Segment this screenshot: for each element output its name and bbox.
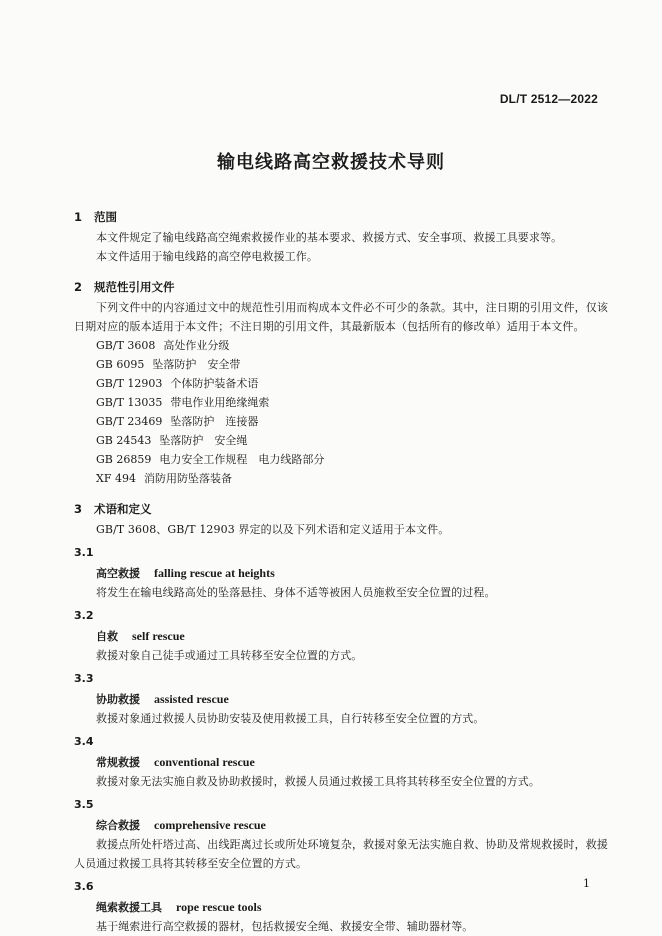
reference-item <box>74 412 608 431</box>
term-heading <box>74 563 608 583</box>
term-chinese: 综合救援 <box>96 819 140 832</box>
document-title: 输电线路高空救援技术导则 <box>217 152 445 173</box>
term-entry <box>74 669 608 728</box>
reference-title: 消防用防坠落装备 <box>143 472 232 485</box>
term-heading <box>74 689 608 709</box>
scope-paragraph: 本文件适用于输电线路的高空停电救援工作。 <box>96 250 318 263</box>
term-definition: 救援对象通过救援人员协助安装及使用救援工具，自行转移至安全位置的方式。 <box>96 712 485 725</box>
reference-item <box>74 450 608 469</box>
term-number: 3.1 <box>74 546 94 559</box>
term-heading <box>74 752 608 772</box>
reference-item <box>74 469 608 488</box>
term-english: assisted rescue <box>154 692 229 706</box>
term-definition: 救援对象自己徒手或通过工具转移至安全位置的方式。 <box>96 649 363 662</box>
section-heading-terms <box>74 498 608 520</box>
section-title: 规范性引用文件 <box>94 280 175 294</box>
term-definition: 将发生在输电线路高处的坠落悬挂、身体不适等被困人员施救至安全位置的过程。 <box>96 586 496 599</box>
reference-title: 带电作业用绝缘绳索 <box>170 396 270 409</box>
term-entry <box>74 732 608 791</box>
term-chinese: 绳索救援工具 <box>96 901 162 914</box>
term-heading <box>74 897 608 917</box>
term-english: falling rescue at heights <box>154 566 275 580</box>
reference-item <box>74 374 608 393</box>
section-number: 1 <box>74 210 83 224</box>
section-number: 3 <box>74 502 83 516</box>
document-body <box>74 206 608 936</box>
term-definition: 救援对象无法实施自救及协助救援时，救援人员通过救援工具将其转移至安全位置的方式。 <box>96 775 540 788</box>
reference-list <box>74 336 608 488</box>
term-entry <box>74 877 608 936</box>
page-number: 1 <box>583 877 590 890</box>
section-title: 范围 <box>94 210 117 224</box>
term-english: conventional rescue <box>154 755 255 769</box>
terms-intro: GB/T 3608、GB/T 12903 界定的以及下列术语和定义适用于本文件。 <box>96 523 450 536</box>
section-heading-normative <box>74 276 608 298</box>
reference-item <box>74 393 608 412</box>
reference-code: GB 6095 <box>96 358 145 371</box>
reference-title: 电力安全工作规程 电力线路部分 <box>159 453 325 466</box>
term-entry <box>74 795 608 873</box>
term-english: comprehensive rescue <box>154 818 266 832</box>
term-chinese: 自救 <box>96 630 118 643</box>
reference-item <box>74 336 608 355</box>
term-english: rope rescue tools <box>176 900 262 914</box>
term-english: self rescue <box>132 629 185 643</box>
term-heading <box>74 815 608 835</box>
term-entry <box>74 543 608 602</box>
term-definition: 救援点所处杆塔过高、出线距离过长或所处环境复杂，救援对象无法实施自救、协助及常规救援时，救援人员通过救援工具将其转移至安全位置的方式。 <box>74 838 608 870</box>
reference-title: 高处作业分级 <box>163 339 230 352</box>
term-chinese: 常规救援 <box>96 756 140 769</box>
term-chinese: 协助救援 <box>96 693 140 706</box>
term-number: 3.5 <box>74 798 94 811</box>
term-heading <box>74 626 608 646</box>
term-definition: 基于绳索进行高空救援的器材，包括救援安全绳、救援安全带、辅助器材等。 <box>96 920 474 933</box>
reference-code: GB/T 13035 <box>96 396 163 409</box>
reference-item <box>74 355 608 374</box>
reference-title: 坠落防护 安全带 <box>152 358 241 371</box>
term-number: 3.3 <box>74 672 94 685</box>
reference-code: GB/T 23469 <box>96 415 163 428</box>
reference-code: XF 494 <box>96 472 136 485</box>
reference-item <box>74 431 608 450</box>
reference-title: 坠落防护 安全绳 <box>159 434 248 447</box>
normative-intro: 下列文件中的内容通过文中的规范性引用而构成本文件必不可少的条款。其中，注日期的引用文件，仅该日期对应的版本适用于本文件；不注日期的引用文件，其最新版本（包括所有的修改单）适用于本文件。 <box>74 301 608 333</box>
reference-code: GB/T 3608 <box>96 339 156 352</box>
term-entry <box>74 606 608 665</box>
section-heading-scope <box>74 206 608 228</box>
reference-code: GB/T 12903 <box>96 377 163 390</box>
scope-paragraph: 本文件规定了输电线路高空绳索救援作业的基本要求、救援方式、安全事项、救援工具要求等。 <box>96 231 563 244</box>
reference-code: GB 24543 <box>96 434 152 447</box>
term-number: 3.6 <box>74 880 94 893</box>
reference-title: 坠落防护 连接器 <box>170 415 259 428</box>
term-number: 3.2 <box>74 609 94 622</box>
reference-title: 个体防护装备术语 <box>170 377 259 390</box>
section-title: 术语和定义 <box>94 502 152 516</box>
term-number: 3.4 <box>74 735 94 748</box>
section-number: 2 <box>74 280 83 294</box>
reference-code: GB 26859 <box>96 453 152 466</box>
term-chinese: 高空救援 <box>96 567 140 580</box>
document-code: DL/T 2512—2022 <box>499 92 598 106</box>
